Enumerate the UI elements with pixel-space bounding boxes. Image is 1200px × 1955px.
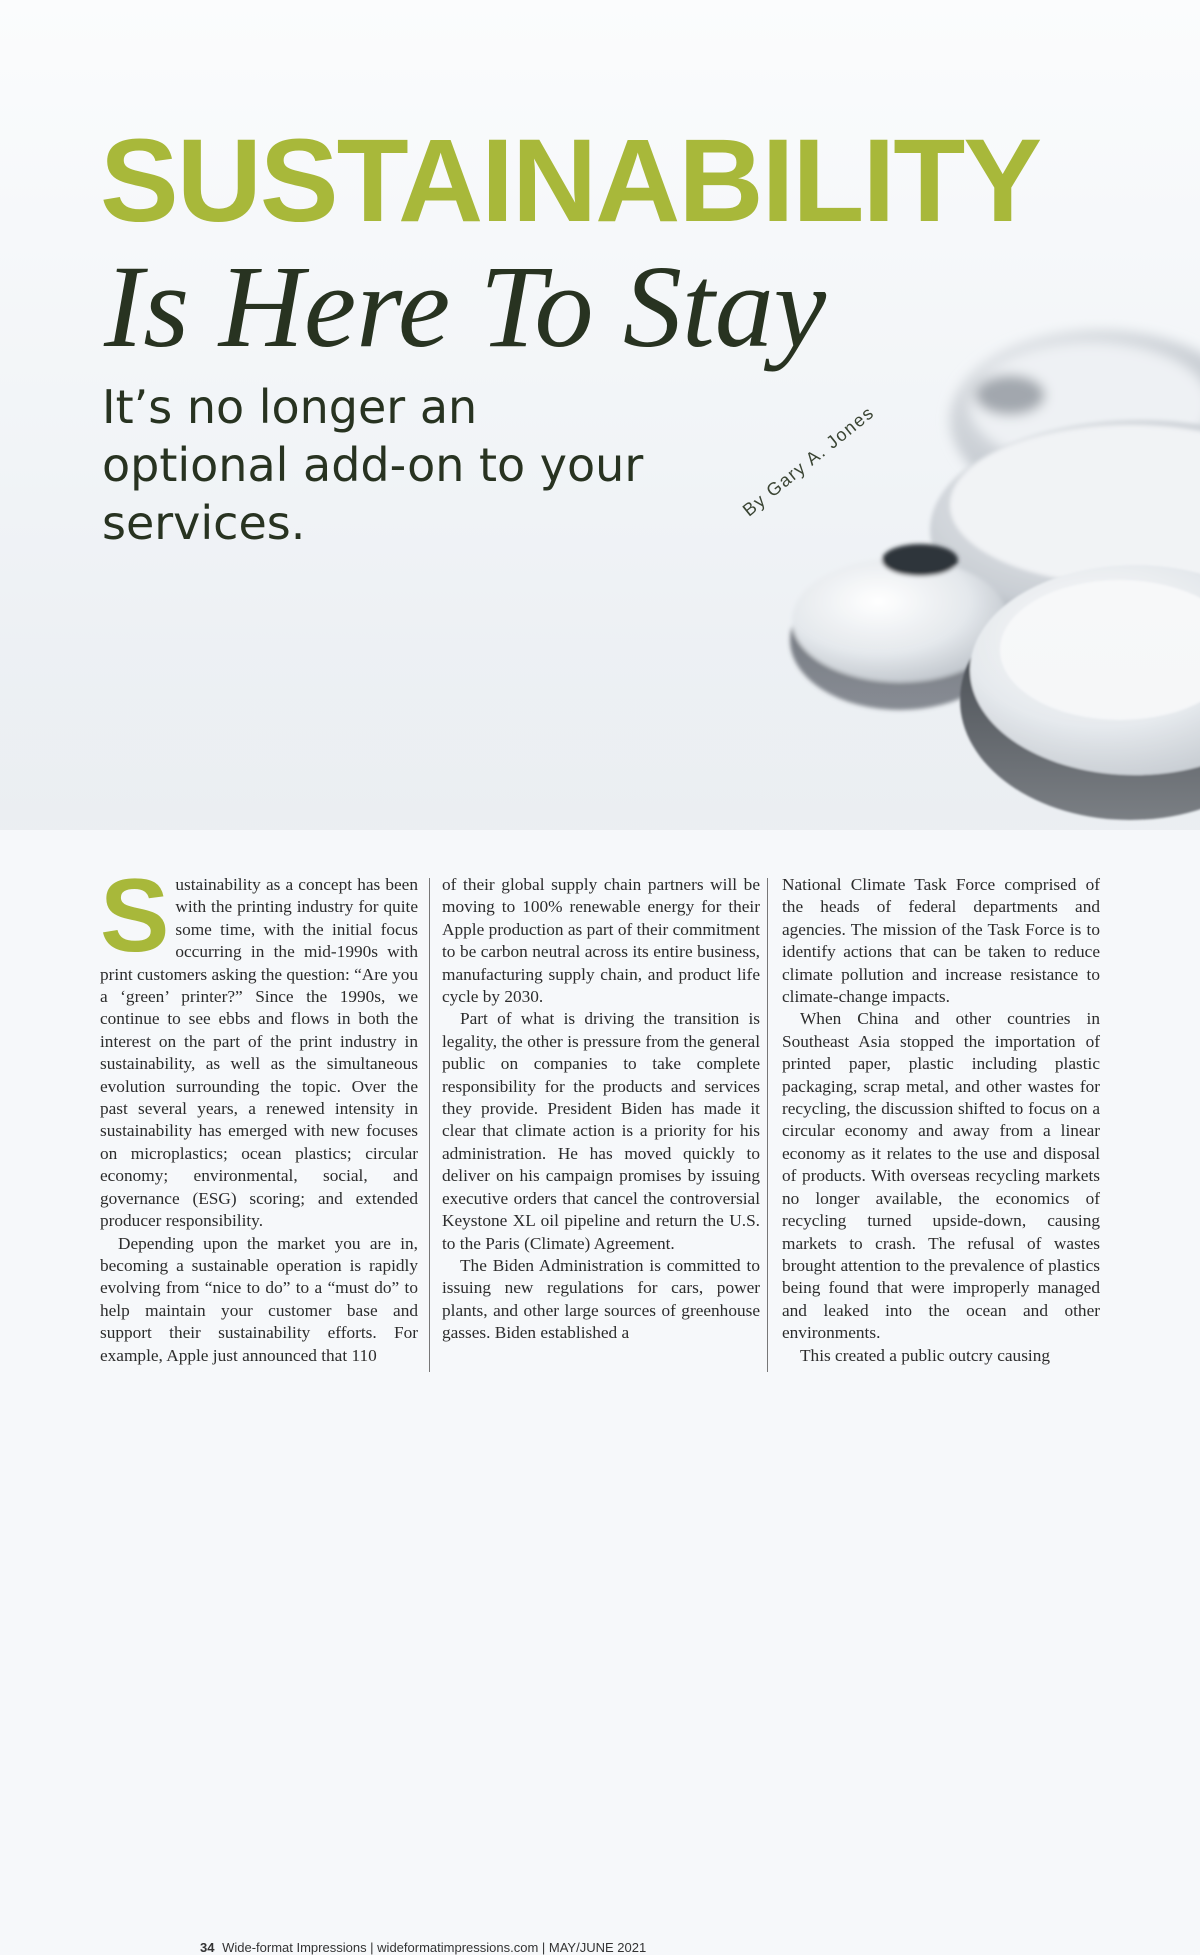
paragraph: Part of what is driving the transition is legality, the other is pressure from the general public on companies to take complete responsibility for the products and services they provide. President Biden has made it clear that climate action is a priority for his administration. He has moved quickly to deliver on his campaign promises by issuing executive orders that cancel the controversial Keystone XL oil pipeline and return the U.S. to the Paris (Climate) Agreement. xyxy=(442,1009,760,1253)
paragraph-text: ustainability as a concept has been with the printing industry for quite some time, with the initial focus occurring in the mid-1990s with print customers asking the question: “Are you a ‘green’ printer?” Since the 1990s, we continue to see ebbs and flows in both the interest on the part of the print industry in sustainability, as well as the simultaneous evolution surrounding the topic. Over the past several years, a renewed intensity in sustainability has emerged with new focuses on microplastics; ocean plastics; circular economy; environmental, social, and governance (ESG) scoring; and extended producer responsibility. xyxy=(100,875,418,1231)
article-body xyxy=(100,858,1100,1955)
column-2 xyxy=(442,874,760,1374)
page-number: 34 xyxy=(200,1940,215,1955)
headline: SUSTAINABILITY xyxy=(100,115,1041,247)
subheadline: Is Here To Stay xyxy=(104,241,827,372)
deck: It’s no longer an optional add-on to your services. xyxy=(102,380,644,550)
column-3 xyxy=(782,874,1100,1374)
paragraph: The Biden Administration is committed to issuing new regulations for cars, power plants, and other large sources of greenhouse gasses. Biden established a xyxy=(442,1255,760,1343)
page-footer xyxy=(200,1940,646,1955)
paragraph: This created a public outcry causing xyxy=(800,1345,1051,1365)
column-1 xyxy=(100,858,418,1374)
paragraph: Depending upon the market you are in, becoming a sustainable operation is rapidly evolving from “nice to do” to a “must do” to help maintain your customer base and support their sustainability efforts. For example, Apple just announced that 110 xyxy=(100,1233,418,1365)
byline: By Gary A. Jones xyxy=(738,402,879,521)
paragraph xyxy=(100,858,418,1233)
paragraph: National Climate Task Force comprised of the heads of federal departments and agencies. The mission of the Task Force is to identify actions that can be taken to reduce climate pollution and increase resistance to climate-change impacts. xyxy=(782,875,1100,1007)
paragraph: When China and other countries in Southeast Asia stopped the importation of printed paper, plastic including plastic packaging, scrap metal, and other wastes for recycling, the discussion shifted to focus on a circular economy and away from a linear economy as it relates to the use and disposal of products. With overseas recycling markets no longer available, the economics of recycling turned upside-down, causing markets to crash. The refusal of wastes brought attention to the prevalence of plastics being found that were improperly managed and leaked into the ocean and other environments. xyxy=(782,1009,1100,1343)
drop-cap: S xyxy=(100,858,170,974)
paragraph: of their global supply chain partners will be moving to 100% renewable energy for their Apple production as part of their commitment to be carbon neutral across its entire business, manufacturing supply chain, and product life cycle by 2030. xyxy=(442,875,760,1007)
footer-text: Wide-format Impressions | wideformatimpressions.com | MAY/JUNE 2021 xyxy=(222,1940,647,1955)
hero-image-area xyxy=(0,0,1200,830)
column-divider xyxy=(429,878,430,1372)
column-divider xyxy=(767,878,768,1372)
